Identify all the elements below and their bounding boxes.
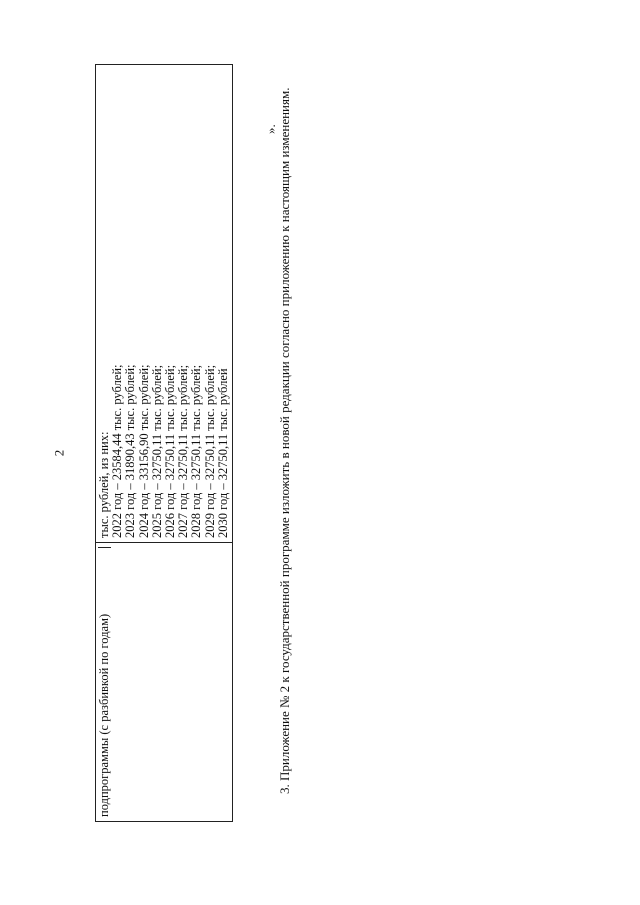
financing-table [95, 64, 233, 822]
value-line: 2022 год – 23584,44 тыс. рублей; [110, 364, 125, 538]
value-line: 2023 год – 31890,43 тыс. рублей; [123, 364, 138, 538]
value-line: 2026 год – 32750,11 тыс. рублей; [163, 364, 178, 538]
value-line: 2030 год – 32750,11 тыс. рублей [215, 368, 230, 538]
value-line: 2027 год – 32750,11 тыс. рублей; [176, 364, 191, 538]
value-line: 2029 год – 32750,11 тыс. рублей; [202, 364, 217, 538]
value-line: 2025 год – 32750,11 тыс. рублей; [149, 364, 164, 538]
value-line: 2024 год – 33156,90 тыс. рублей; [136, 364, 151, 538]
page-number: 2 [51, 449, 67, 457]
rotated-content [95, 62, 325, 822]
table-label: подпрограммы (с разбивкой по годам) [98, 547, 111, 817]
amendment-paragraph: 3. Приложение № 2 к государственной программе изложить в новой редакции согласно приложению к настоящим изменениям. [277, 87, 292, 794]
closing-quote: ». [263, 124, 278, 134]
table-label-cell [96, 543, 233, 822]
value-line: тыс. рублей, из них: [97, 431, 111, 538]
table-values-cell [96, 65, 233, 543]
value-line: 2028 год – 32750,11 тыс. рублей; [189, 364, 204, 538]
table-row [96, 65, 233, 822]
